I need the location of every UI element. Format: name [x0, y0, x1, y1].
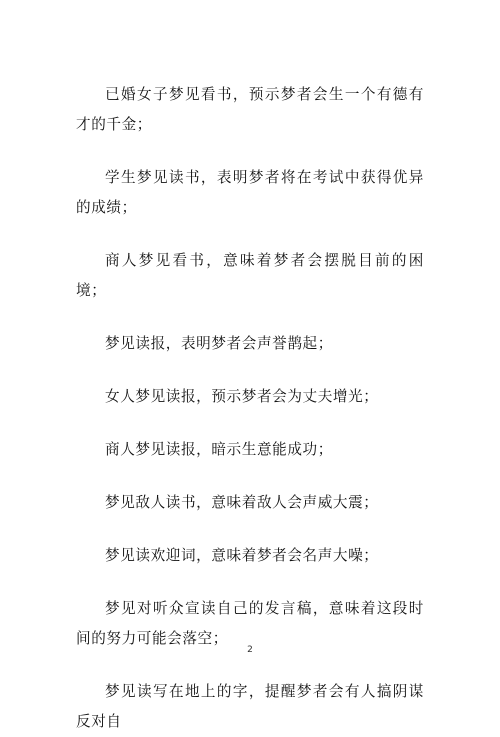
- paragraph-2: 学生梦见读书，表明梦者将在考试中获得优异的成绩；: [76, 169, 424, 216]
- paragraph-gap: [76, 223, 424, 246]
- paragraph-10: 梦见读写在地上的字，提醒梦者会有人搞阴谋反对自: [76, 683, 424, 730]
- paragraph-1: 已婚女子梦见看书，预示梦者会生一个有德有才的千金；: [76, 86, 424, 133]
- paragraph-3: 商人梦见看书，意味着梦者会摆脱目前的困境；: [76, 252, 424, 299]
- paragraph-gap: [76, 518, 424, 541]
- paragraph-gap: [76, 359, 424, 382]
- paragraph-gap: [76, 465, 424, 488]
- paragraph-gap: [76, 306, 424, 329]
- paragraph-4: 梦见读报，表明梦者会声誉鹊起；: [105, 335, 333, 352]
- paragraph-7: 梦见敌人读书，意味着敌人会声威大震；: [105, 494, 379, 511]
- paragraph-6: 商人梦见读报，暗示生意能成功；: [105, 441, 333, 458]
- paragraph-8: 梦见读欢迎词，意味着梦者会名声大噪；: [105, 547, 379, 564]
- paragraph-9: 梦见对听众宣读自己的发言稿，意味着这段时间的努力可能会落空；: [76, 600, 424, 647]
- page-number: 2: [247, 645, 253, 655]
- paragraph-gap: [76, 654, 424, 677]
- paragraph-gap: [76, 140, 424, 163]
- paragraph-gap: [76, 412, 424, 435]
- paragraph-5: 女人梦见读报，预示梦者会为丈夫增光；: [105, 388, 379, 405]
- paragraph-gap: [76, 571, 424, 594]
